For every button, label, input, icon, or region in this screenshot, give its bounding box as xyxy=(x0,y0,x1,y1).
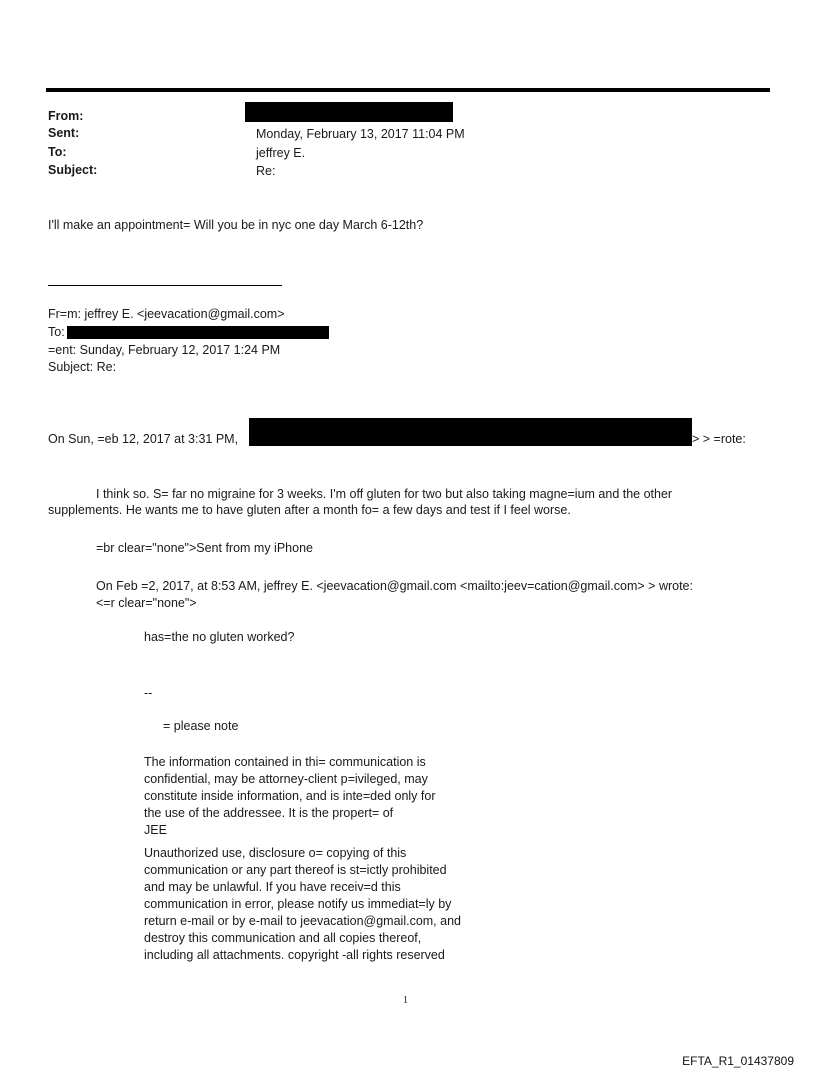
disclaimer-line: The information contained in thi= communication is xyxy=(144,755,426,769)
please-note: = please note xyxy=(163,719,239,733)
reply-text: I'll make an appointment= Will you be in nyc one day March 6-12th? xyxy=(48,218,424,232)
quote-separator xyxy=(48,285,282,286)
to-value: jeffrey E. xyxy=(256,146,306,160)
document-id: EFTA_R1_01437809 xyxy=(682,1054,794,1068)
top-rule xyxy=(46,88,770,92)
on-feb-line-1: On Feb =2, 2017, at 8:53 AM, jeffrey E. <jeevacation@gmail.com <mailto:jeev=cation@gmail.com> > wrote: xyxy=(96,579,693,593)
redaction-from xyxy=(245,102,453,122)
disclaimer-line: return e-mail or by e-mail to jeevacation@gmail.com, and xyxy=(144,914,461,928)
redaction-on-sun xyxy=(249,418,692,446)
disclaimer-line: confidential, may be attorney-client p=ivileged, may xyxy=(144,772,428,786)
subject-label: Subject: xyxy=(48,163,98,177)
sent-value: Monday, February 13, 2017 11:04 PM xyxy=(256,127,465,141)
disclaimer-line: and may be unlawful. If you have receiv=d this xyxy=(144,880,401,894)
subject-value: Re: xyxy=(256,164,276,178)
disclaimer-line: destroy this communication and all copies thereof, xyxy=(144,931,422,945)
on-sun-suffix: > > =rote: xyxy=(692,432,746,446)
sent-label: Sent: xyxy=(48,126,80,140)
on-feb-line-2: <=r clear="none"> xyxy=(96,596,197,610)
on-sun-prefix: On Sun, =eb 12, 2017 at 3:31 PM, xyxy=(48,432,239,446)
from-label: From: xyxy=(48,109,84,123)
sent-from-line: =br clear="none">Sent from my iPhone xyxy=(96,541,313,555)
redaction-quoted-to xyxy=(67,326,329,339)
quoted-subject: Subject: Re: xyxy=(48,360,117,374)
quoted-to: To: xyxy=(48,325,65,339)
disclaimer-line: including all attachments. copyright -all rights reserved xyxy=(144,948,445,962)
disclaimer-line: the use of the addressee. It is the propert= of xyxy=(144,806,394,820)
disclaimer-line: communication or any part thereof is st=ictly prohibited xyxy=(144,863,447,877)
quoted-from: Fr=m: jeffrey E. <jeevacation@gmail.com> xyxy=(48,307,285,321)
disclaimer-line: JEE xyxy=(144,823,167,837)
quoted-sent: =ent: Sunday, February 12, 2017 1:24 PM xyxy=(48,343,281,357)
disclaimer-line: communication in error, please notify us immediat=ly by xyxy=(144,897,452,911)
disclaimer-line: Unauthorized use, disclosure o= copying of this xyxy=(144,846,407,860)
gluten-question: has=the no gluten worked? xyxy=(144,630,295,644)
to-label: To: xyxy=(48,145,67,159)
message-paragraph: I think so. S= far no migraine for 3 weeks. I'm off gluten for two but also taking magne=ium and the other supplements. He wants me to have gluten after a month fo= a few days and test if I feel worse. xyxy=(48,487,673,517)
signature-dashes: -- xyxy=(144,686,153,700)
page-number: 1 xyxy=(403,995,408,1006)
disclaimer-line: constitute inside information, and is inte=ded only for xyxy=(144,789,436,803)
